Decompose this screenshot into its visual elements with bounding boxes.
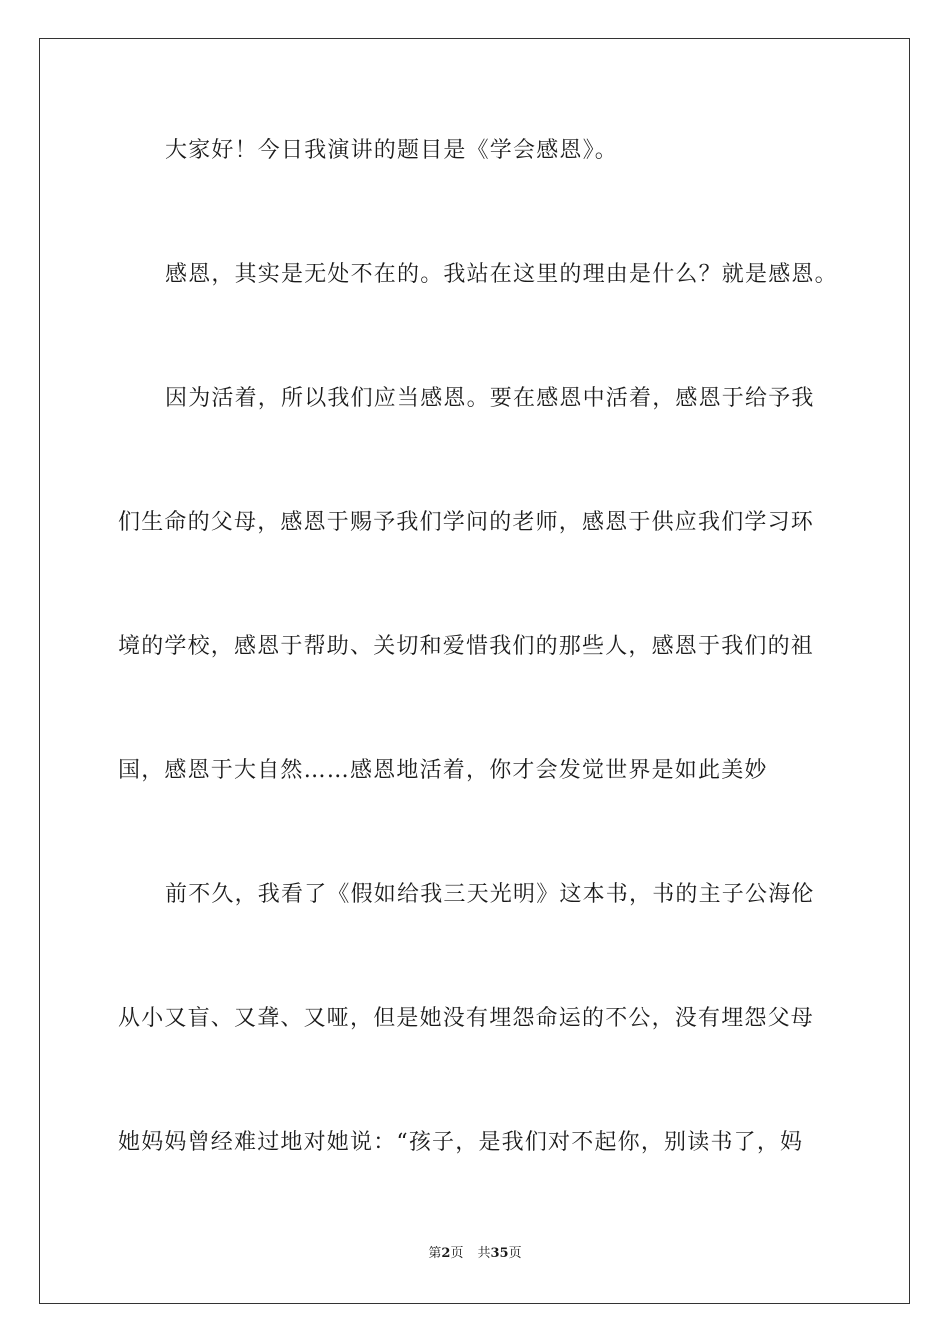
paragraph-line-6: 国，感恩于大自然……感恩地活着，你才会发觉世界是如此美妙 <box>118 758 768 783</box>
paragraph-line-7: 前不久，我看了《假如给我三天光明》这本书，书的主子公海伦 <box>165 882 815 907</box>
page-footer <box>0 1245 950 1263</box>
page-frame <box>39 38 910 1304</box>
paragraph-line-8: 从小又盲、又聋、又哑，但是她没有埋怨命运的不公，没有埋怨父母 <box>118 1006 815 1031</box>
paragraph-line-5: 境的学校，感恩于帮助、关切和爱惜我们的那些人，感恩于我们的祖 <box>118 634 815 659</box>
paragraph-line-4: 们生命的父母，感恩于赐予我们学问的老师，感恩于供应我们学习环 <box>118 510 815 535</box>
total-suffix: 页 <box>508 1246 522 1261</box>
total-pages: 35 <box>490 1246 509 1261</box>
page-suffix: 页 <box>450 1246 464 1261</box>
paragraph-line-2: 感恩，其实是无处不在的。我站在这里的理由是什么？就是感恩。 <box>165 262 838 287</box>
page-prefix: 第 <box>428 1246 442 1261</box>
page-number: 2 <box>441 1246 451 1261</box>
paragraph-line-1: 大家好！今日我演讲的题目是《学会感恩》。 <box>165 138 619 163</box>
total-prefix: 共 <box>477 1246 491 1261</box>
paragraph-line-3: 因为活着，所以我们应当感恩。要在感恩中活着，感恩于给予我 <box>165 386 815 411</box>
paragraph-line-9: 她妈妈曾经难过地对她说：“孩子，是我们对不起你，别读书了，妈 <box>118 1130 804 1155</box>
